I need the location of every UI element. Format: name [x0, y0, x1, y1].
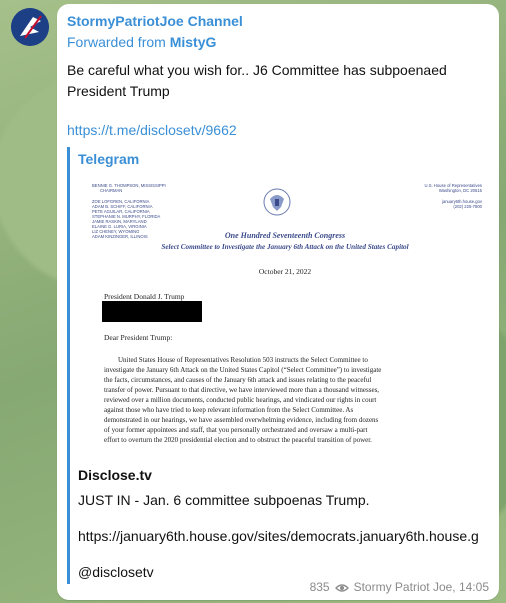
eye-icon [335, 582, 349, 592]
preview-source: Telegram [78, 151, 140, 167]
doc-chairman-title: CHAIRMAN [100, 188, 123, 193]
doc-body-line: effort to overturn the 2020 presidential election and to obstruct the peaceful transition of power. [104, 436, 372, 444]
doc-phone [442, 199, 482, 209]
doc-member: STEPHANIE N. MURPHY, FLORIDA [92, 214, 161, 219]
doc-body-line: United States House of Representatives Resolution 503 instructs the Select Committee to [118, 356, 368, 364]
doc-body-line: reviewed over a million documents, conducted public hearings, and vindicated our rights in court [104, 396, 377, 404]
doc-member: ZOE LOFGREN, CALIFORNIA [92, 199, 150, 204]
channel-avatar[interactable] [11, 8, 49, 46]
doc-chairman: BENNIE G. THOMPSON, MISSISSIPPI [92, 183, 166, 188]
doc-address-line: U.S. House of Representatives [424, 183, 482, 188]
doc-body-line: demonstrated in our hearings, we have assembled overwhelming evidence, including from dozens [104, 416, 379, 424]
doc-committee: Select Committee to Investigate the January 6th Attack on the United States Capitol [161, 243, 409, 251]
preview-headline: JUST IN - Jan. 6 committee subpoenas Trump. [78, 492, 370, 508]
house-seal-icon [262, 187, 292, 217]
preview-url[interactable]: https://january6th.house.gov/sites/democrats.january6th.house.g [78, 528, 479, 544]
message-link[interactable]: https://t.me/disclosetv/9662 [67, 122, 237, 138]
author-time: Stormy Patriot Joe, 14:05 [353, 580, 489, 594]
forwarded-prefix: Forwarded from [67, 34, 170, 50]
doc-member: ADAM KINZINGER, ILLINOIS [92, 234, 148, 239]
doc-address [425, 183, 483, 193]
message-bubble [57, 4, 499, 600]
channel-name[interactable]: StormyPatriotJoe Channel [67, 13, 243, 29]
doc-address-line: Washington, DC 20515 [438, 188, 482, 193]
preview-image[interactable] [78, 177, 492, 463]
preview-handle[interactable]: @disclosetv [78, 564, 154, 580]
doc-salutation: Dear President Trump: [104, 333, 173, 342]
message-text-line: President Trump [67, 83, 170, 99]
doc-member: PETE AGUILAR, CALIFORNIA [92, 209, 150, 214]
preview-site-name: Disclose.tv [78, 467, 152, 483]
link-preview[interactable] [67, 147, 498, 584]
redaction-bar [102, 301, 202, 322]
doc-member: ADAM B. SCHIFF, CALIFORNIA [92, 204, 153, 209]
doc-date: October 21, 2022 [258, 267, 312, 276]
doc-member: ELAINE G. LURIA, VIRGINIA [92, 224, 147, 229]
doc-body-line: of your former appointees and staff, that you personally orchestrated and oversaw a multi-part [104, 426, 368, 434]
doc-member: LIZ CHENEY, WYOMING [92, 229, 140, 234]
message-text-line: Be careful what you wish for.. J6 Committee has subpoenaed [67, 62, 447, 78]
view-count: 835 [309, 580, 330, 594]
doc-addressee: President Donald J. Trump [104, 292, 185, 301]
forwarded-source[interactable]: MistyG [169, 34, 217, 50]
doc-body-line: investigate the January 6th Attack on the United States Capitol (“Select Committee”) to investigate [104, 366, 382, 374]
doc-congress: One Hundred Seventeenth Congress [224, 231, 346, 240]
doc-body-line: the facts, circumstances, and causes of the January 6th attack and issues relating to the peaceful [104, 376, 372, 384]
doc-body-line: against those who have tried to keep relevant information from the Select Committee. As [104, 406, 354, 414]
doc-member: JAMIE RASKIN, MARYLAND [92, 219, 147, 224]
doc-body [104, 355, 474, 445]
doc-phone-line: january6th.house.gov [441, 199, 482, 204]
forwarded-from [67, 34, 216, 50]
message-text [67, 60, 487, 102]
message-meta [310, 580, 489, 594]
doc-body-line: transfer of power. Pursuant to that directive, we have interviewed more than a thousand witnesses, [104, 386, 380, 394]
preview-description [78, 490, 492, 582]
doc-phone-line: (202) 225-7800 [453, 204, 482, 209]
